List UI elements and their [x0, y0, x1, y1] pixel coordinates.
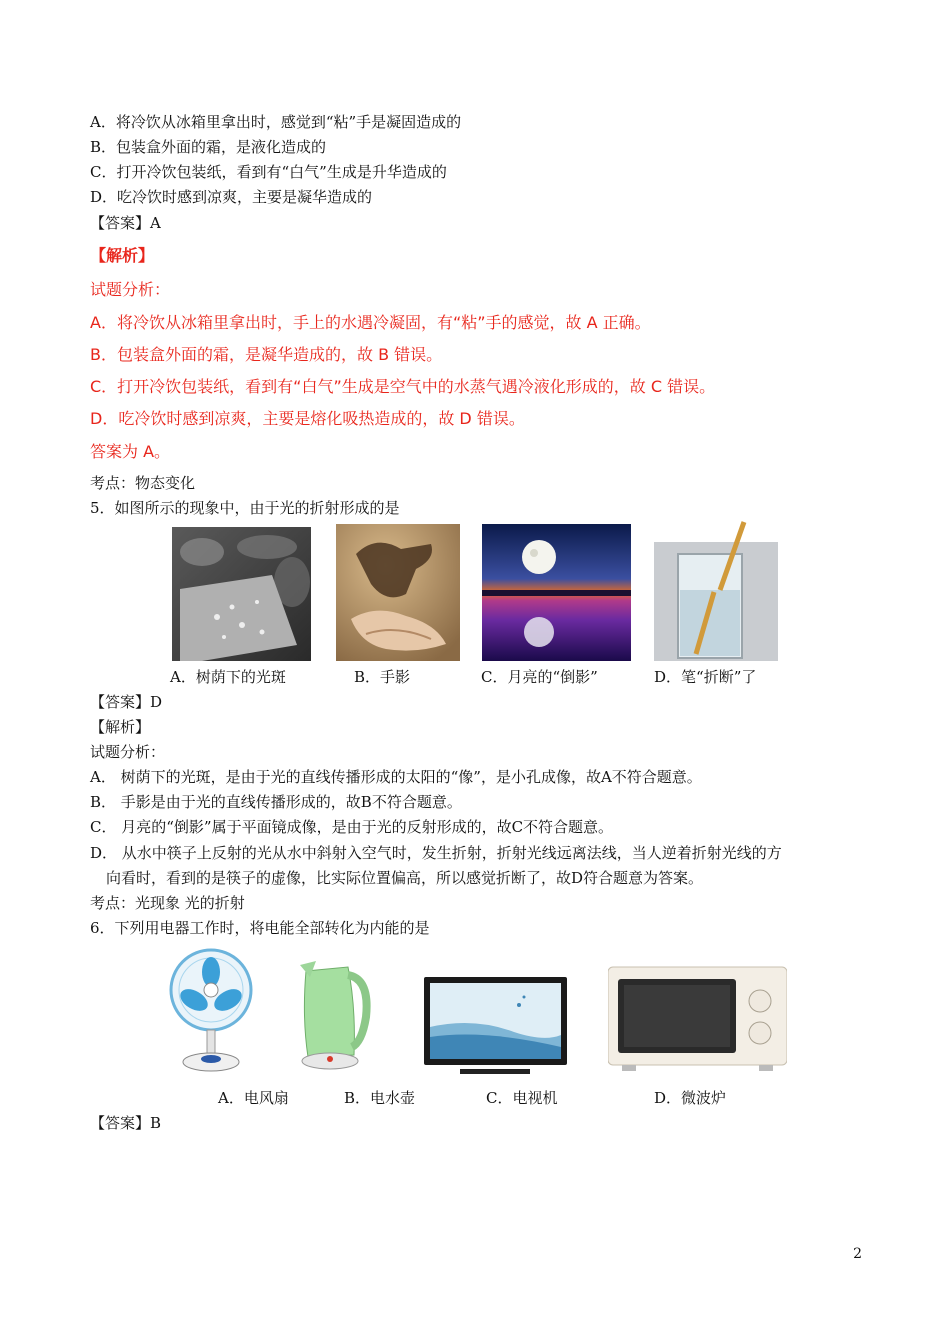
q4-option-a: A．将冷饮从冰箱里拿出时，感觉到“粘”手是凝固造成的 [90, 113, 462, 131]
q5-caption-d: D．笔“折断”了 [654, 668, 757, 686]
q5-analysis-d: D． 从水中筷子上反射的光从水中斜射入空气时，发生折射，折射光线远离法线，当人逆着折射光线的方 [90, 844, 782, 862]
q6-image-electric-kettle [296, 957, 372, 1074]
q4-option-b: B．包装盒外面的霜，是液化造成的 [90, 138, 327, 156]
q5-analysis-intro: 试题分析： [90, 743, 166, 761]
q5-caption-a: A．树荫下的光斑 [170, 668, 286, 686]
q5-image-pencil-in-water [654, 520, 778, 661]
q5-analysis-c: C． 月亮的“倒影”属于平面镜成像，是由于光的反射形成的，故C不符合题意。 [90, 818, 614, 836]
q4-point: 考点：物态变化 [90, 474, 196, 492]
q6-answer: 【答案】B [90, 1114, 162, 1132]
q5-answer: 【答案】D [90, 693, 163, 711]
q5-point: 考点：光现象 光的折射 [90, 894, 245, 912]
q4-analysis-b: B．包装盒外面的霜，是凝华造成的，故 B 错误。 [90, 345, 443, 364]
q6-caption-c: C．电视机 [486, 1089, 558, 1107]
q5-image-tree-light-spots [172, 527, 311, 661]
q4-conclusion: 答案为 A。 [90, 442, 171, 461]
q6-caption-b: B．电水壶 [344, 1089, 416, 1107]
q5-image-moon-reflection [482, 524, 631, 661]
q4-option-c: C．打开冷饮包装纸，看到有“白气”生成是升华造成的 [90, 163, 447, 181]
q6-image-television [424, 977, 567, 1078]
q5-analysis-b: B． 手影是由于光的直线传播形成的，故B不符合题意。 [90, 793, 462, 811]
q6-image-microwave-oven [608, 965, 787, 1073]
page-number: 2 [853, 1246, 862, 1262]
q4-analysis-intro: 试题分析： [90, 280, 171, 299]
q4-analysis-d: D．吃冷饮时感到凉爽，主要是熔化吸热造成的，故 D 错误。 [90, 409, 525, 428]
q5-caption-c: C．月亮的“倒影” [481, 668, 598, 686]
q5-analysis-d-cont: 向看时，看到的是筷子的虚像，比实际位置偏高，所以感觉折断了，故D符合题意为答案。 [106, 869, 704, 887]
q6-question: 6．下列用电器工作时，将电能全部转化为内能的是 [90, 919, 430, 937]
q5-analysis-heading: 【解析】 [90, 718, 151, 736]
q6-caption-a: A．电风扇 [218, 1089, 289, 1107]
q5-question: 5．如图所示的现象中，由于光的折射形成的是 [90, 499, 400, 517]
q6-caption-d: D．微波炉 [654, 1089, 727, 1107]
q4-analysis-c: C．打开冷饮包装纸，看到有“白气”生成是空气中的水蒸气遇冷液化形成的，故 C 错误。 [90, 377, 716, 396]
q4-answer: 【答案】A [90, 214, 161, 232]
q5-analysis-a: A． 树荫下的光斑，是由于光的直线传播形成的太阳的“像”，是小孔成像，故A不符合题意。 [90, 768, 702, 786]
q4-analysis-a: A．将冷饮从冰箱里拿出时，手上的水遇冷凝固，有“粘”手的感觉，故 A 正确。 [90, 313, 651, 332]
q5-image-hand-shadow [336, 524, 460, 661]
q6-image-electric-fan [168, 948, 254, 1073]
q4-analysis-heading: 【解析】 [90, 246, 155, 265]
q5-caption-b: B．手影 [354, 668, 411, 686]
q4-option-d: D．吃冷饮时感到凉爽，主要是凝华造成的 [90, 188, 373, 206]
